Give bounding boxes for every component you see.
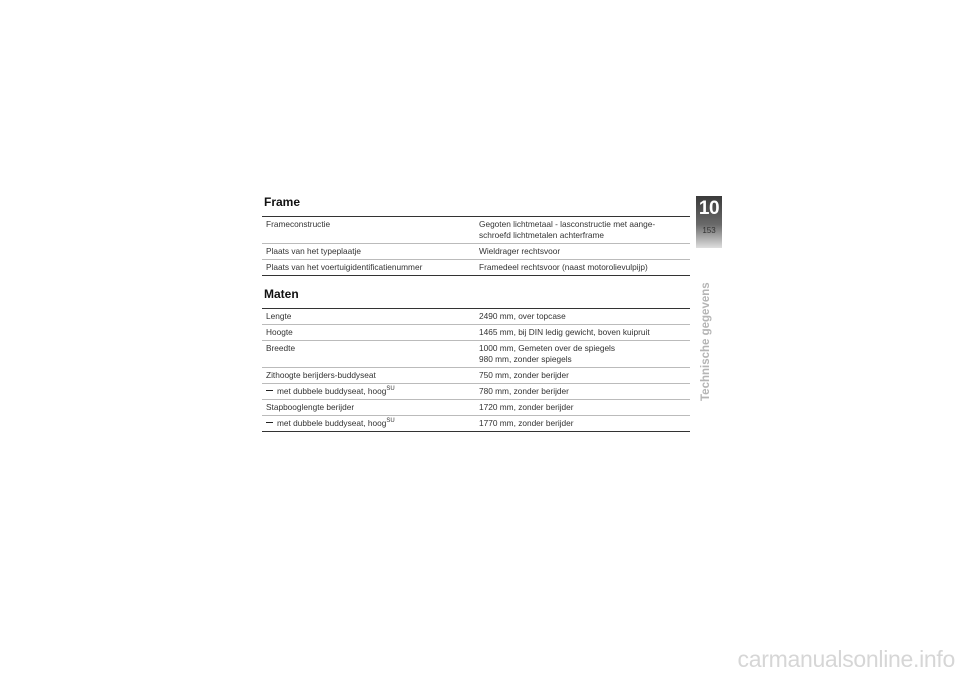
value-line: 750 mm, zonder berijder xyxy=(479,370,569,380)
row-label-sub xyxy=(262,384,475,400)
row-value xyxy=(475,260,690,276)
row-label: Lengte xyxy=(266,311,292,321)
row-label: Plaats van het voertuigidentificatienummer xyxy=(262,260,475,276)
value-line: 2490 mm, over topcase xyxy=(479,311,566,321)
chapter-number: 10 xyxy=(698,198,720,219)
value-line: Gegoten lichtmetaal - lasconstructie met aange- xyxy=(479,219,656,229)
row-value xyxy=(475,400,690,416)
value-line: 980 mm, zonder spiegels xyxy=(479,354,572,364)
row-value xyxy=(475,217,690,244)
table-row xyxy=(262,384,690,400)
row-label-sub xyxy=(262,416,475,432)
frame-table xyxy=(262,216,690,276)
row-label-text: met dubbele buddyseat, hoog xyxy=(277,418,387,428)
table-row xyxy=(262,368,690,384)
dash-icon xyxy=(266,422,273,423)
table-row xyxy=(262,325,690,341)
chapter-name: Technische gegevens xyxy=(700,282,712,401)
table-row xyxy=(262,341,690,368)
section-title-maten: Maten xyxy=(264,287,299,301)
row-value xyxy=(475,325,690,341)
value-line: 1720 mm, zonder berijder xyxy=(479,402,574,412)
row-label: Plaats van het typeplaatje xyxy=(262,244,475,260)
section-title-frame: Frame xyxy=(264,195,301,209)
dash-icon xyxy=(266,390,273,391)
footnote-marker: SU xyxy=(386,386,395,392)
table-row xyxy=(262,217,690,244)
footnote-marker: SU xyxy=(386,418,395,424)
value-line: schroefd lichtmetalen achterframe xyxy=(479,230,604,240)
table-row xyxy=(262,309,690,325)
table-row xyxy=(262,400,690,416)
row-value xyxy=(475,368,690,384)
row-value xyxy=(475,384,690,400)
spec-content xyxy=(262,194,690,432)
table-row xyxy=(262,244,690,260)
row-value xyxy=(475,309,690,325)
value-line: 1465 mm, bij DIN ledig gewicht, boven kuipruit xyxy=(479,327,650,337)
page-number: 153 xyxy=(702,226,716,235)
maten-table xyxy=(262,308,690,432)
row-value xyxy=(475,244,690,260)
value-line: 1770 mm, zonder berijder xyxy=(479,418,574,428)
value-line: 780 mm, zonder berijder xyxy=(479,386,569,396)
row-label: Zithoogte berijders-buddyseat xyxy=(262,368,475,384)
row-label: Frameconstructie xyxy=(266,219,331,229)
row-label: Breedte xyxy=(262,341,475,368)
row-label: Hoogte xyxy=(262,325,475,341)
table-row xyxy=(262,260,690,276)
row-label-text: met dubbele buddyseat, hoog xyxy=(277,386,387,396)
table-row xyxy=(262,416,690,432)
value-line: Framedeel rechtsvoor (naast motorolievulpijp) xyxy=(479,262,648,272)
row-value xyxy=(475,416,690,432)
row-label: Stapbooglengte berijder xyxy=(262,400,475,416)
value-line: 1000 mm, Gemeten over de spiegels xyxy=(479,343,616,353)
chapter-tab xyxy=(696,196,722,248)
value-line: Wieldrager rechtsvoor xyxy=(479,246,561,256)
row-value xyxy=(475,341,690,368)
watermark: carmanualsonline.info xyxy=(737,646,955,672)
